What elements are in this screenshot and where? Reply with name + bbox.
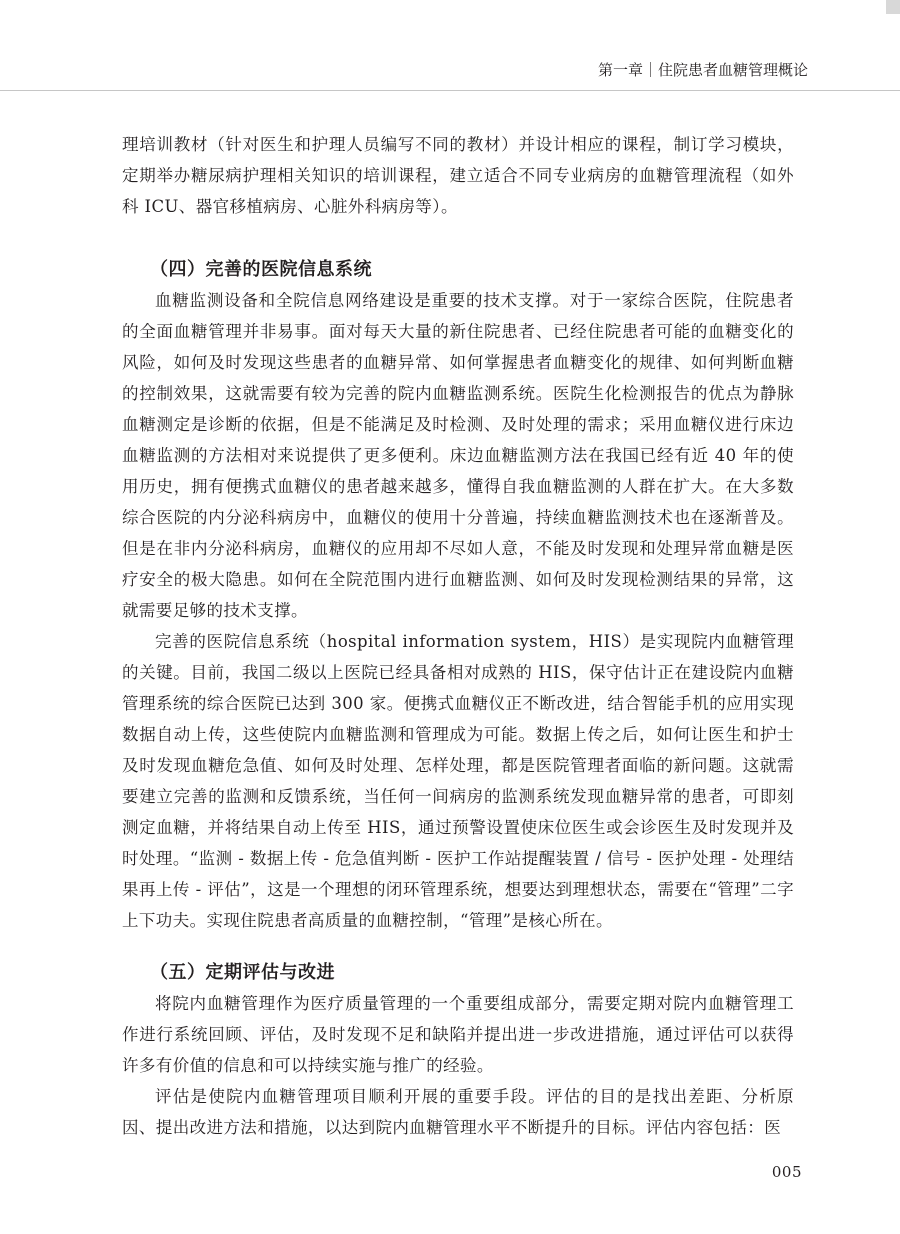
section-4 xyxy=(122,254,794,936)
section-heading: （五）定期评估与改进 xyxy=(150,962,335,983)
page-corner-mark xyxy=(886,0,900,14)
section-5 xyxy=(122,957,794,1143)
chapter-running-title: 第一章｜住院患者血糖管理概论 xyxy=(597,61,808,79)
continuation-paragraph: 理培训教材（针对医生和护理人员编写不同的教材）并设计相应的课程，制订学习模块，定期举办糖尿病护理相关知识的培训课程，建立适合不同专业病房的血糖管理流程（如外科 ICU、器官移植病房、心脏外科病房等）。 xyxy=(122,135,794,216)
running-header xyxy=(0,50,900,91)
page-number: 005 xyxy=(771,1163,802,1181)
paragraph: 将院内血糖管理作为医疗质量管理的一个重要组成部分，需要定期对院内血糖管理工作进行系统回顾、评估，及时发现不足和缺陷并提出进一步改进措施，通过评估可以获得许多有价值的信息和可以持续实施与推广的经验。 xyxy=(122,994,794,1075)
paragraph: 评估是使院内血糖管理项目顺利开展的重要手段。评估的目的是找出差距、分析原因、提出改进方法和措施，以达到院内血糖管理水平不断提升的目标。评估内容包括：医 xyxy=(122,1087,794,1137)
paragraph: 完善的医院信息系统（hospital information system，HIS）是实现院内血糖管理的关键。目前，我国二级以上医院已经具备相对成熟的 HIS，保守估计正在建设院内血糖管理系统的综合医院已达到 300 家。便携式血糖仪正不断改进，结合智能手机的应用实现数据自动上传，这些使院内血糖监测和管理成为可能。数据上传之后，如何让医生和护士及时发现血糖危急值、如何及时处理、怎样处理，都是医院管理者面临的新问题。这就需要建立完善的监测和反馈系统，当任何一间病房的监测系统发现血糖异常的患者，可即刻测定血糖，并将结果自动上传至 HIS，通过预警设置使床位医生或会诊医生及时发现并及时处理。“监测 - 数据上传 - 危急值判断 - 医护工作站提醒装置 / 信号 - 医护处理 - 处理结果再上传 - 评估”，这是一个理想的闭环管理系统，想要达到理想状态，需要在“管理”二字上下功夫。实现住院患者高质量的血糖控制，“管理”是核心所在。 xyxy=(122,632,794,930)
page-body xyxy=(122,129,794,222)
paragraph: 血糖监测设备和全院信息网络建设是重要的技术支撑。对于一家综合医院，住院患者的全面血糖管理并非易事。面对每天大量的新住院患者、已经住院患者可能的血糖变化的风险，如何及时发现这些患者的血糖异常、如何掌握患者血糖变化的规律、如何判断血糖的控制效果，这就需要有较为完善的院内血糖监测系统。医院生化检测报告的优点为静脉血糖测定是诊断的依据，但是不能满足及时检测、及时处理的需求；采用血糖仪进行床边血糖监测的方法相对来说提供了更多便利。床边血糖监测方法在我国已经有近 40 年的使用历史，拥有便携式血糖仪的患者越来越多，懂得自我血糖监测的人群在扩大。在大多数综合医院的内分泌科病房中，血糖仪的使用十分普遍，持续血糖监测技术也在逐渐普及。但是在非内分泌科病房，血糖仪的应用却不尽如人意，不能及时发现和处理异常血糖是医疗安全的极大隐患。如何在全院范围内进行血糖监测、如何及时发现检测结果的异常，这就需要足够的技术支撑。 xyxy=(122,291,794,620)
section-heading: （四）完善的医院信息系统 xyxy=(150,259,372,280)
header-rule xyxy=(0,90,900,91)
